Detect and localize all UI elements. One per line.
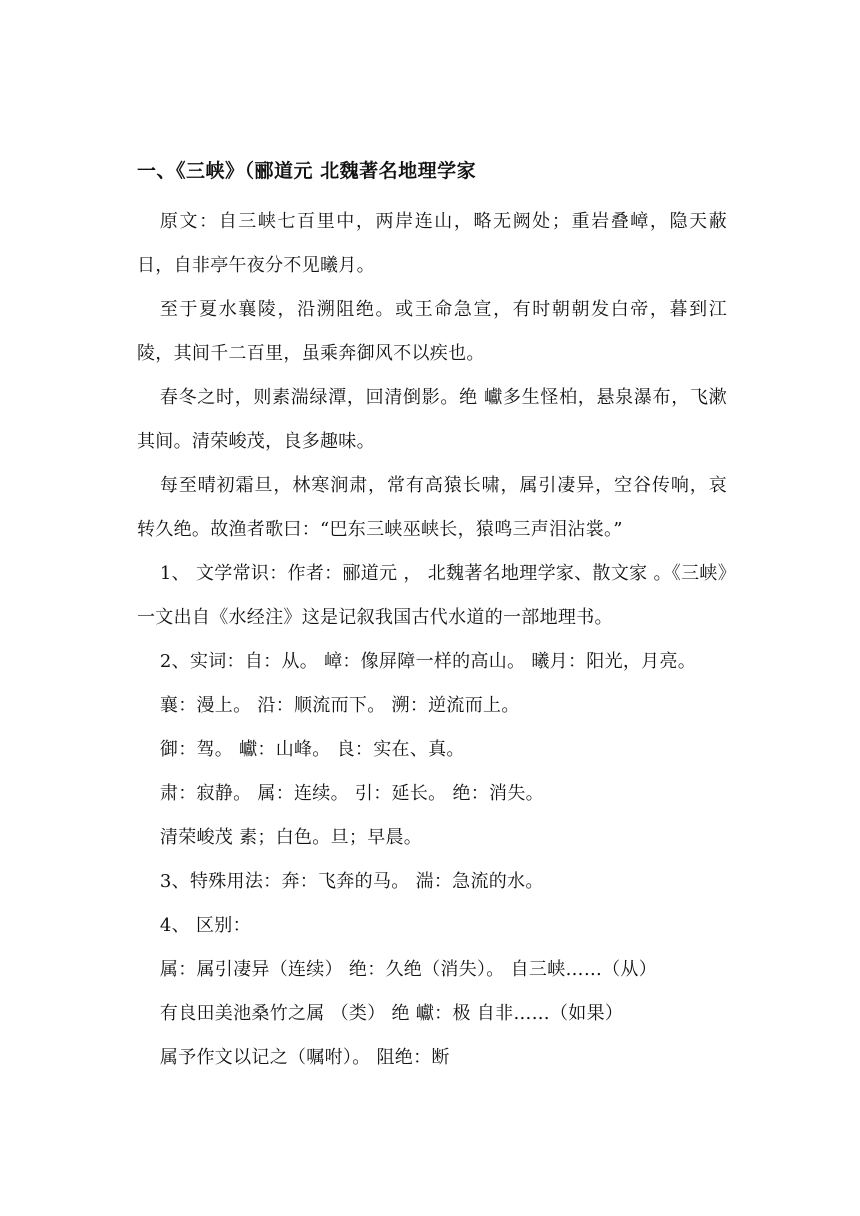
notes-line-10: 属予作文以记之（嘱咐）。 阻绝：断 [159, 1047, 450, 1068]
notes-line-6: 3、特殊用法：奔：飞奔的马。 湍：急流的水。 [159, 871, 544, 892]
notes-line-8: 属：属引凄异（连续） 绝：久绝（消失）。 自三峡……（从） [159, 959, 658, 980]
notes-line-1: 2、实词：自：从。 嶂：像屏障一样的高山。 曦月：阳光，月亮。 [159, 651, 697, 672]
notes-line-9: 有良田美池桑竹之属 （类） 绝 巘：极 自非……（如果） [159, 1003, 624, 1024]
paragraph-literary-knowledge: 1、 文学常识：作者：郦道元 ， 北魏著名地理学家、散文家 。《三峡》一文出自《水经注》这是记叙我国古代水道的一部地理书。 [137, 563, 727, 628]
document-body [137, 200, 727, 1080]
notes-line-2: 襄：漫上。 沿：顺流而下。 溯：逆流而上。 [159, 695, 520, 716]
paragraph-original-3: 春冬之时，则素湍绿潭，回清倒影。绝 巘多生怪柏，悬泉瀑布，飞漱其间。清荣峻茂，良多趣味。 [137, 387, 727, 452]
paragraph-original-1: 原文：自三峡七百里中，两岸连山，略无阙处；重岩叠嶂，隐天蔽日，自非亭午夜分不见曦月。 [137, 211, 727, 276]
section-heading: 一、《三峡》（郦道元 北魏著名地理学家 [137, 160, 477, 182]
paragraph-original-4: 每至晴初霜旦，林寒涧肃，常有高猿长啸，属引凄异，空谷传响，哀转久绝。故渔者歌曰：“巴东三峡巫峡长，猿鸣三声泪沾裳。” [137, 475, 727, 540]
notes-line-5: 清荣峻茂 素；白色。旦；早晨。 [159, 827, 423, 848]
paragraph-original-2: 至于夏水襄陵，沿溯阻绝。或王命急宣，有时朝朝发白帝，暮到江陵，其间千二百里，虽乘奔御风不以疾也。 [137, 299, 727, 364]
notes-line-3: 御：驾。 巘：山峰。 良：实在、真。 [159, 739, 465, 760]
notes-line-4: 肃：寂静。 属：连续。 引：延长。 绝：消失。 [159, 783, 544, 804]
notes-line-7: 4、 区别： [159, 915, 251, 936]
